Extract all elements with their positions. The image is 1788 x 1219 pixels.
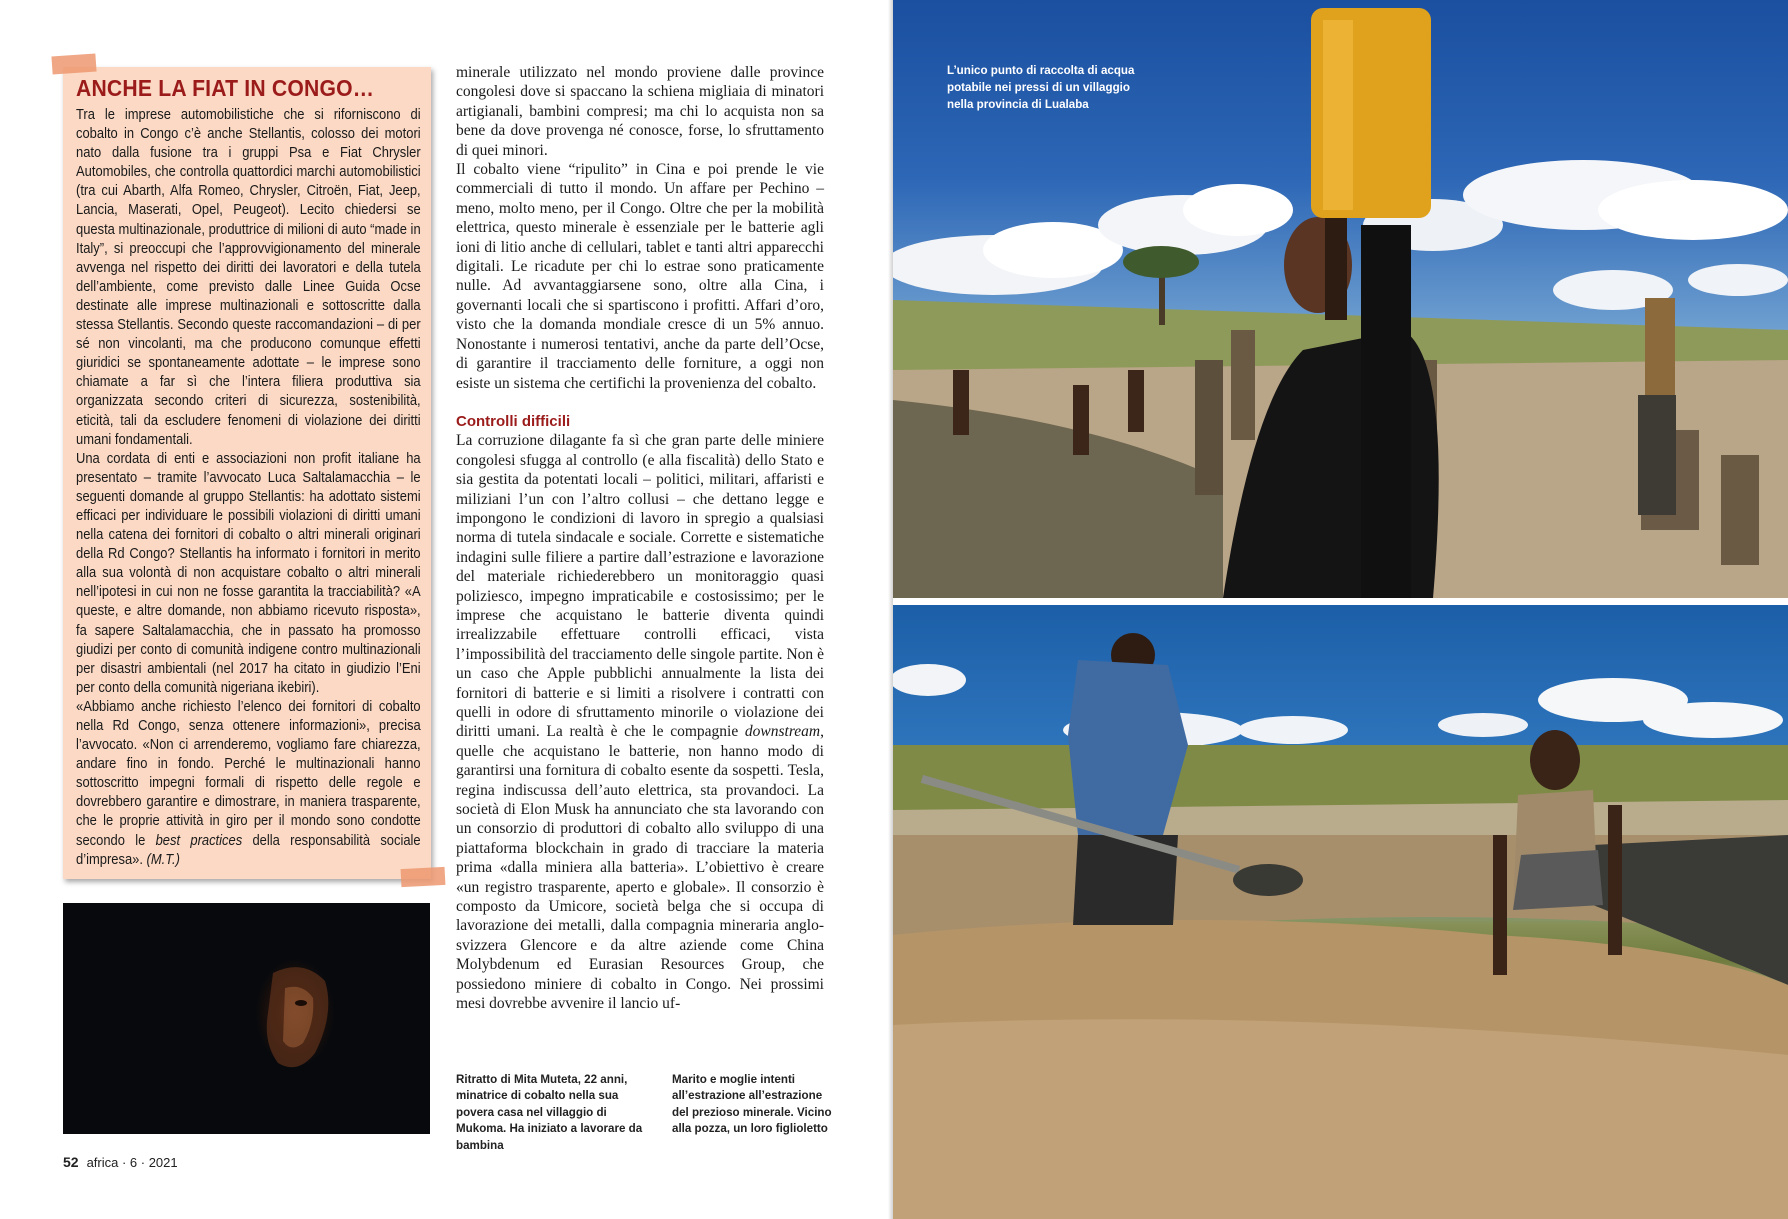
sidebar-paragraph xyxy=(76,698,421,870)
right-page xyxy=(893,0,1788,1219)
body-paragraph: Il cobalto viene “ripulito” in Cina e poi prende le vie commerciali di tutto il mondo. Un affare per Pechino – meno, molto meno, per il Congo. Oltre che per la mobilità elettrica, questo minerale è essenziale per le batterie agli ioni di litio anche di cellulari, tablet e tanti altri apparecchi digitali. Le ricadute per chi lo estrae sono praticamente nulle. Ad avvantaggiarsene sono, oltre alla Cina, i governanti locali che si spartiscono i profitti. Affari d’oro, visto che la domanda mondiale cresce di un 5% annuo. Nonostante i numerosi tentativi, anche da parte dell’Ocse, di garantire il tracciamento delle forniture, a oggi non esiste un sistema che certifichi la provenienza del cobalto. xyxy=(456,161,824,392)
main-column xyxy=(456,63,824,1014)
sidebar-paragraph: Tra le imprese automobilistiche che si riforniscono di cobalto in Congo c’è anche Stellantis, colosso dei motori nato dalla fusione tra i gruppi Psa e Fiat Chrysler Automobiles, che controlla quattordici marchi automobilistici (tra cui Abarth, Alfa Romeo, Chrysler, Citroën, Fiat, Jeep, Lancia, Maserati, Opel, Peugeot). Lecito chiedersi se questa multinazionale, produttrice di milioni di auto “made in Italy”, si preoccupi che l’approvvigionamento del minerale avvenga nel rispetto dei diritti dei lavoratori e della tutela dell’ambiente, come previsto dalle Linee Guida Ocse destinate alle imprese multinazionali e sottoscritte dalla stessa Stellantis. Secondo queste raccomandazioni – di per sé non vincolanti, ma che producono comunque effetti giuridici se spontaneamente adottate – le imprese sono chiamate a far sì che l’intera filiera produttiva sia organizzata secondo criteri di sicurezza, sostenibilità, eticità, tali da escludere fenomeni di violazione dei diritti umani fondamentali. xyxy=(76,107,421,448)
sidebar-title: ANCHE LA FIAT IN CONGO… xyxy=(76,75,375,101)
tape-strip xyxy=(401,867,446,887)
sidebar-text xyxy=(76,106,421,870)
sidebar-closing: della responsabilità sociale d’impresa». xyxy=(76,832,421,868)
portrait-photo xyxy=(63,903,430,1134)
body-italic: downstream xyxy=(744,723,821,741)
folio xyxy=(63,1154,178,1170)
body-text: , quelle che acquistano le batterie, non hanno modo di garantirsi una fornitura di cobalto esente da sospetti. Tesla, regina indiscussa dell’auto elettrica, sta provandoci. La società di Elon Musk ha annunciato che sta lavorando con un consorzio di produttori di cobalto allo sviluppo di una piattaforma blockchain in grado di tracciare la materia prima «dalla miniera alla batteria». L’obiettivo è creare «un registro trasparente, aperto e globale». Il consorzio è composto da Umicore, società belga che si occupa di lavorazione dei metalli, dalla compagnia mineraria anglo-svizzera Glencore e da altre aziende come China Molybdenum ed Eurasian Resources Group, che possiedono miniere di cobalto in Congo. Nei prossimi mesi dovrebbe avvenire il lancio uf- xyxy=(456,723,824,1013)
body-text: La corruzione dilagante fa sì che gran parte delle miniere congolesi sfugga al controllo (e alla fiscalità) dello Stato e sia gestita da potentati locali – politici, militari, affaristi e miliziani l’un con l’altro collusi – che dettano legge e impongono le condizioni di lavoro in spregio a qualsiasi norma di tutela sindacale e sociale. Corrette e sistematiche indagini sulle filiere a partire dall’estrazione e lavorazione del materiale richiederebbero un monitoraggio quasi poliziesco, impegno impraticabile e costosissimo; per le imprese che acquistano le batterie diventa quindi irrealizzabile effettuare controlli efficaci, vista l’impossibilità del tracciamento delle singole partite. Non è un caso che Apple pubblichi annualmente la lista dei fornitori di batterie e si limiti a risolvere i contratti con quelli in odore di sfruttamento minorile o violazione dei diritti umani. La realtà è che le compagnie xyxy=(456,432,824,741)
tape-strip xyxy=(51,53,96,74)
sidebar-paragraph-text: «Abbiamo anche richiesto l’elenco dei fornitori di cobalto nella Rd Congo, senza ottenere informazioni», precisa l’avvocato. «Non ci arrenderemo, vogliamo fare chiarezza, andare fino in fondo. Perché le multinazionali hanno sottoscritto impegni formali di rispetto delle regole e dovrebbero garantire e dimostrare, in maniera trasparente, che le proprie attività in giro per il mondo sono condotte secondo le xyxy=(76,698,421,849)
top-photo-caption: L’unico punto di raccolta di acqua potabile nei pressi di un villaggio nella provincia di Lualaba xyxy=(947,64,1135,111)
sidebar-signature: (M.T.) xyxy=(146,851,180,868)
portrait-caption: Ritratto di Mita Muteta, 22 anni, minatrice di cobalto nella sua povera casa nel villaggio di Mukoma. Ha iniziato a lavorare da bambina xyxy=(456,1073,643,1152)
cobalt-extraction-photo xyxy=(893,605,1788,1219)
magazine-issue: africa · 6 · 2021 xyxy=(86,1155,178,1170)
subheading: Controlli difficili xyxy=(456,412,571,430)
portrait-face-svg xyxy=(63,903,430,1134)
photo-caption: Marito e moglie intenti all’estrazione all’estrazione del prezioso minerale. Vicino alla pozza, un loro figlioletto xyxy=(672,1073,832,1136)
water-collection-photo xyxy=(893,0,1788,598)
sidebar-box xyxy=(63,67,431,879)
photo-bottom-svg xyxy=(893,605,1788,1219)
body-paragraph: minerale utilizzato nel mondo proviene dalle province congolesi dove si spaccano la schiena migliaia di minatori artigianali, bambini compresi; ma chi lo acquista non sa bene da dove provenga né conosce, forse, lo sfruttamento di quei minori. xyxy=(456,64,824,159)
sidebar-italic-phrase: best practices xyxy=(155,832,243,849)
page-number: 52 xyxy=(63,1154,79,1170)
sidebar-paragraph: Una cordata di enti e associazioni non profit italiane ha presentato – tramite l’avvocato Luca Saltalamacchia – le seguenti domande al gruppo Stellantis: ha adottato sistemi efficaci per individuare le possibili violazioni di diritti umani nella catena dei fornitori di cobalto o altri minerali originari della Rd Congo? Stellantis ha informato i fornitori in merito alla sua volontà di non acquistare cobalto o altri minerali nell’ipotesi in cui non ne fosse garantita la tracciabilità? «A queste, e altre domande, non abbiamo ricevuto risposta», fa sapere Saltalamacchia, che in passato ha promosso giudizi per conto di comunità indigene contro multinazionali per disastri ambientali (nel 2017 ha citato in giudizio l’Eni per conto della comunità nigeriana ikebiri). xyxy=(76,450,421,696)
body-paragraph xyxy=(456,431,824,1013)
left-page xyxy=(0,0,893,1219)
